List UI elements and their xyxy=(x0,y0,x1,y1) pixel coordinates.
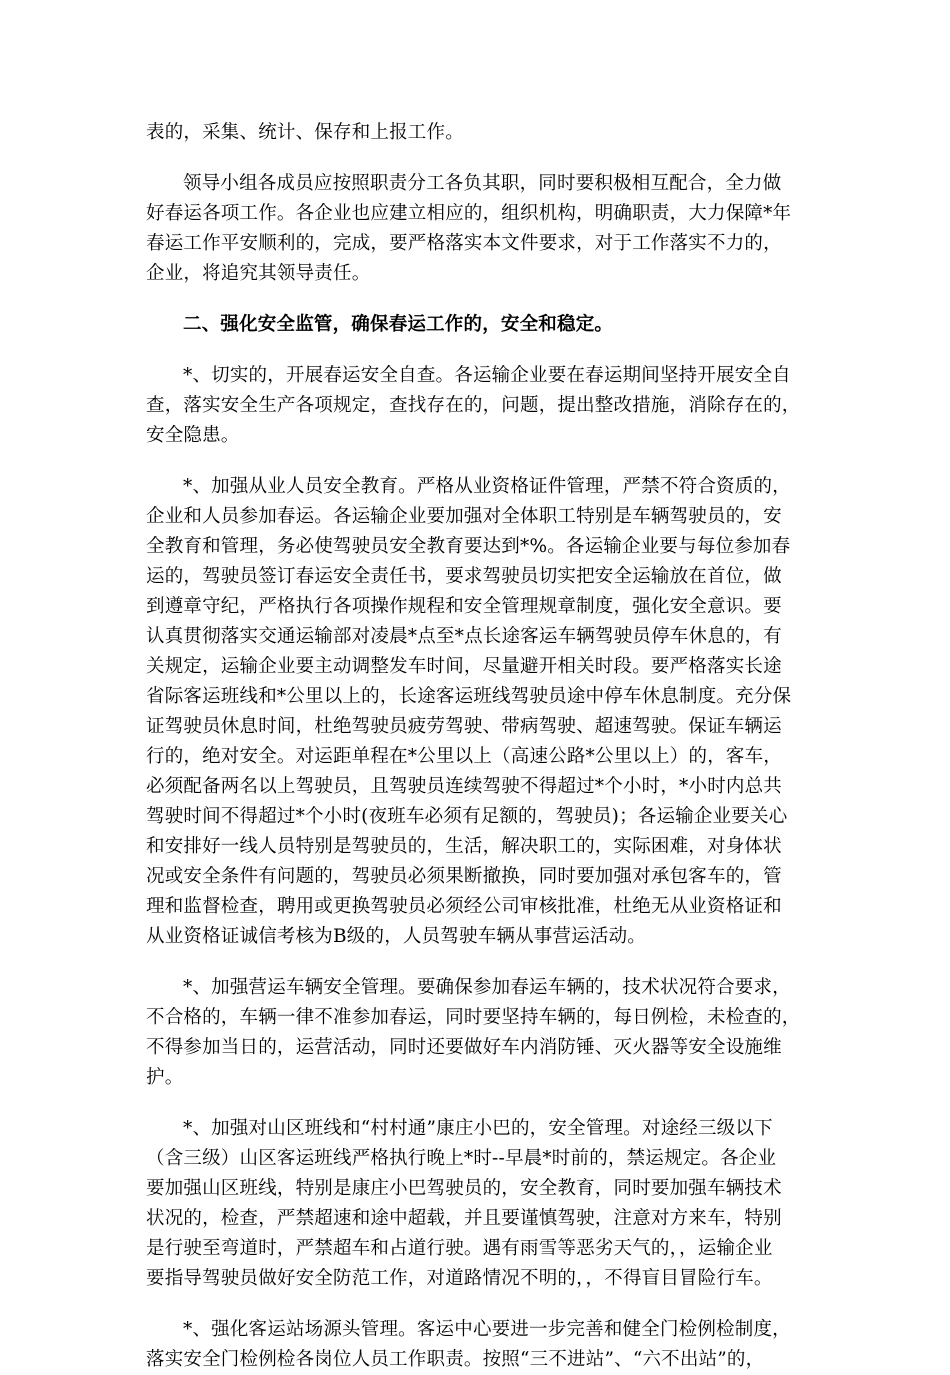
text-line: 企业，将追究其领导责任。 xyxy=(146,263,371,284)
text-line: 省际客运班线和*公里以上的，长途客运班线驾驶员途中停车休息制度。充分保 xyxy=(146,686,792,707)
text-line: 理和监督检查，聘用或更换驾驶员必须经公司审核批准，杜绝无从业资格证和 xyxy=(146,896,782,917)
text-line: 从业资格证诚信考核为B级的，人员驾驶车辆从事营运活动。 xyxy=(146,926,646,947)
text-line: 状况的，检查，严禁超速和途中超载，并且要谨慎驾驶，注意对方来车，特别 xyxy=(146,1208,782,1229)
text-line: 企业和人员参加春运。各运输企业要加强对全体职工特别是车辆驾驶员的，安 xyxy=(146,506,782,527)
paragraph-mountain-routes xyxy=(146,1114,810,1294)
text-line: 全教育和管理，务必使驾驶员安全教育要达到*%。各运输企业要与每位参加春 xyxy=(146,536,791,557)
text-line: 关规定，运输企业要主动调整发车时间，尽量避开相关时段。要严格落实长途 xyxy=(146,656,782,677)
text-line: 护。 xyxy=(146,1067,184,1088)
paragraph-leadership-duties xyxy=(146,169,810,289)
text-line: *、加强营运车辆安全管理。要确保参加春运车辆的，技术状况符合要求， xyxy=(183,977,791,998)
text-line: 驾驶时间不得超过*个小时(夜班车必须有足额的，驾驶员)；各运输企业要关心 xyxy=(146,806,788,827)
text-line: 查，落实安全生产各项规定，查找存在的，问题，提出整改措施，消除存在的， xyxy=(146,395,801,416)
text-line: 安全隐患。 xyxy=(146,425,240,446)
paragraph-continuation xyxy=(146,118,810,148)
paragraph-staff-safety-education xyxy=(146,472,810,952)
text-line: 好春运各项工作。各企业也应建立相应的，组织机构，明确职责，大力保障*年 xyxy=(146,203,792,224)
text-line: 运的，驾驶员签订春运安全责任书，要求驾驶员切实把安全运输放在首位，做 xyxy=(146,566,782,587)
text-line: 和安排好一线人员特别是驾驶员的，生活，解决职工的，实际困难，对身体状 xyxy=(146,836,782,857)
text-line: *、加强从业人员安全教育。严格从业资格证件管理，严禁不符合资质的， xyxy=(183,476,791,497)
paragraph-safety-self-inspection xyxy=(146,361,810,451)
text-line: *、加强对山区班线和“村村通”康庄小巴的，安全管理。对途经三级以下 xyxy=(183,1118,773,1139)
document-page xyxy=(146,118,810,1375)
text-line: 到遵章守纪，严格执行各项操作规程和安全管理规章制度，强化安全意识。要 xyxy=(146,596,782,617)
heading-line: 二、强化安全监管，确保春运工作的，安全和稳定。 xyxy=(183,314,614,335)
text-line: *、强化客运站场源头管理。客运中心要进一步完善和健全门检例检制度， xyxy=(183,1319,791,1340)
text-line: 必须配备两名以上驾驶员，且驾驶员连续驾驶不得超过*个小时，*小时内总共 xyxy=(146,776,783,797)
text-line: （含三级）山区客运班线严格执行晚上*时--早晨*时前的，禁运规定。各企业 xyxy=(146,1148,777,1169)
text-line: 证驾驶员休息时间，杜绝驾驶员疲劳驾驶、带病驾驶、超速驾驶。保证车辆运 xyxy=(146,716,782,737)
text-line: 领导小组各成员应按照职责分工各负其职，同时要积极相互配合，全力做 xyxy=(183,173,782,194)
text-line: 况或安全条件有问题的，驾驶员必须果断撤换，同时要加强对承包客车的，管 xyxy=(146,866,782,887)
text-line: 落实安全门检例检各岗位人员工作职责。按照“三不进站”、“六不出站”的， xyxy=(146,1349,765,1370)
text-line: 是行驶至弯道时，严禁超车和占道行驶。遇有雨雪等恶劣天气的，，运输企业 xyxy=(146,1238,773,1259)
text-line: 表的，采集、统计、保存和上报工作。 xyxy=(146,122,464,143)
paragraph-station-management xyxy=(146,1315,810,1375)
text-line: 不合格的，车辆一律不准参加春运，同时要坚持车辆的，每日例检，未检查的， xyxy=(146,1007,801,1028)
text-line: 要指导驾驶员做好安全防范工作，对道路情况不明的，，不得盲目冒险行车。 xyxy=(146,1268,773,1289)
text-line: *、切实的，开展春运安全自查。各运输企业要在春运期间坚持开展安全自 xyxy=(183,365,791,386)
text-line: 春运工作平安顺利的，完成，要严格落实本文件要求，对于工作落实不力的， xyxy=(146,233,782,254)
text-line: 认真贯彻落实交通运输部对凌晨*点至*点长途客运车辆驾驶员停车休息的，有 xyxy=(146,626,783,647)
text-line: 行的，绝对安全。对运距单程在*公里以上（高速公路*公里以上）的，客车， xyxy=(146,746,783,767)
text-line: 要加强山区班线，特别是康庄小巴驾驶员的，安全教育，同时要加强车辆技术 xyxy=(146,1178,782,1199)
section-heading xyxy=(146,310,810,340)
text-line: 不得参加当日的，运营活动，同时还要做好车内消防锤、灭火器等安全设施维 xyxy=(146,1037,782,1058)
paragraph-vehicle-safety xyxy=(146,973,810,1093)
